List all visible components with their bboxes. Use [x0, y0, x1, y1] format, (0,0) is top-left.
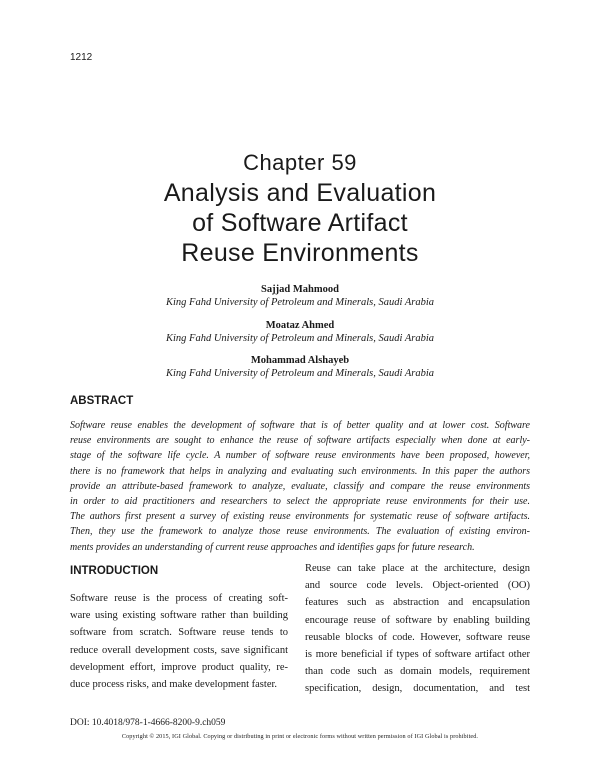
body-line: reduce overall development costs, save significant: [70, 644, 288, 656]
body-line: and source code levels. Object-oriented (OO): [305, 580, 530, 592]
chapter-label: Chapter 59: [243, 150, 357, 175]
body-line: specification, design, documentation, and test: [305, 683, 530, 695]
page-number: 1212: [70, 52, 93, 63]
body-line: development effort, improve product quality, re-: [70, 661, 288, 673]
abstract-line: stage of the software life cycle. A number of software reuse environments have been proposed, however,: [70, 450, 530, 462]
body-line: Software reuse is the process of creating soft-: [70, 593, 288, 604]
author-name: Sajjad Mahmood: [261, 284, 339, 295]
author-affiliation: King Fahd University of Petroleum and Minerals, Saudi Arabia: [165, 333, 435, 344]
title-line: Reuse Environments: [181, 239, 419, 267]
abstract-line: there is no framework that helps in analyzing and evaluating such environments. In this paper the authors: [70, 465, 530, 477]
abstract-line: ments provides an understanding of current reuse approaches and identifies gaps for future research.: [70, 541, 475, 553]
body-line: duce process risks, and make development faster.: [70, 679, 278, 691]
author-affiliation: King Fahd University of Petroleum and Minerals, Saudi Arabia: [165, 368, 435, 379]
body-line: than code such as domain models, requirement: [305, 666, 530, 678]
introduction-right-column: [305, 560, 530, 698]
author-name: Moataz Ahmed: [265, 320, 335, 331]
chapter-title: [0, 178, 600, 268]
abstract-heading: ABSTRACT: [70, 395, 134, 407]
body-line: reusable blocks of code. However, software reuse: [305, 631, 530, 643]
body-line: encourage reuse of software by enabling building: [305, 614, 530, 626]
body-line: ware using existing software rather than building: [70, 610, 288, 622]
abstract-line: provide an attribute-based framework to analyze, evaluate, classify and compare the reuse environments: [70, 480, 530, 492]
body-line: Reuse can take place at the architecture, design: [305, 563, 530, 574]
doi: DOI: 10.4018/978-1-4666-8200-9.ch059: [70, 718, 226, 728]
abstract-line: reuse environments are sought to enhance the reuse of software artifacts especially when done at early-: [70, 435, 530, 447]
body-line: is more beneficial if types of software artifact other: [305, 649, 530, 661]
introduction-heading: INTRODUCTION: [70, 565, 159, 577]
introduction-left-column: [70, 590, 288, 693]
abstract-line: The authors first present a survey of existing reuse environments for systematic reuse of software artifacts.: [70, 511, 530, 523]
author-affiliation: King Fahd University of Petroleum and Minerals, Saudi Arabia: [165, 297, 435, 308]
title-line: of Software Artifact: [192, 209, 408, 237]
copyright-notice: Copyright © 2015, IGI Global. Copying or distributing in print or electronic forms without written permission of IGI Global is prohibited.: [121, 733, 479, 740]
abstract-line: Software reuse enables the development of software that is of better quality and at lower cost. Software: [70, 420, 530, 431]
abstract-body: [70, 418, 530, 555]
abstract-line: Then, they use the framework to analyze those reuse environments. The evaluation of existing environ-: [70, 526, 530, 538]
body-line: features such as abstraction and encapsulation: [305, 597, 530, 609]
abstract-line: in order to aid practitioners and researchers to select the appropriate reuse environments for their use.: [70, 496, 530, 508]
body-line: software from scratch. Software reuse tends to: [70, 627, 288, 639]
author-name: Mohammad Alshayeb: [250, 355, 350, 366]
title-line: Analysis and Evaluation: [163, 179, 437, 207]
